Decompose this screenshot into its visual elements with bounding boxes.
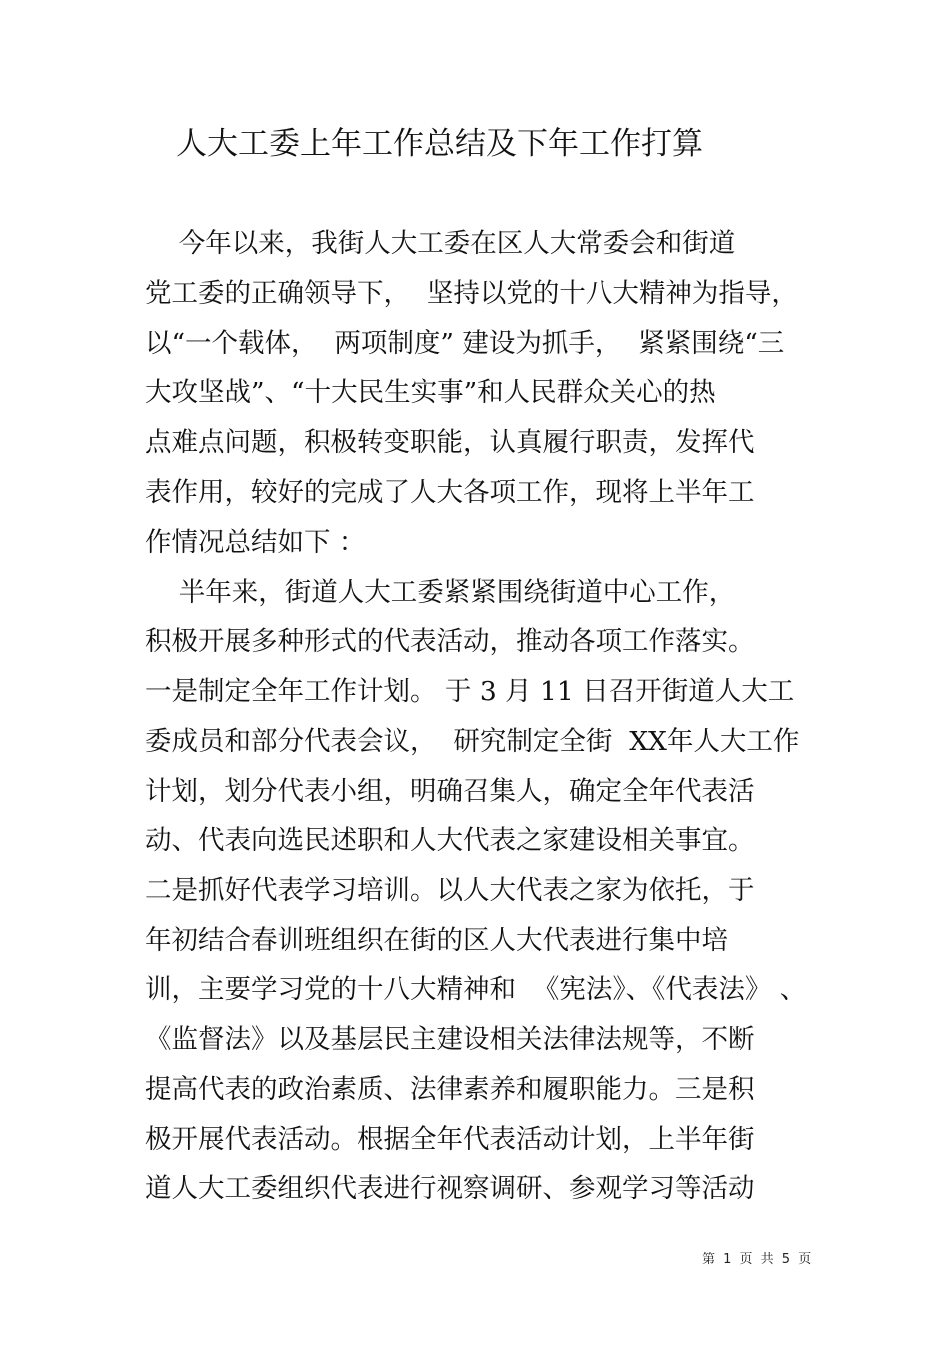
body-line: 二是抓好代表学习培训。以人大代表之家为依托，于 [145, 875, 755, 906]
body-line: 作情况总结如下 ： [145, 527, 366, 558]
body-line: 动、代表向选民述职和人大代表之家建设相关事宜。 [145, 825, 755, 856]
body-line: 表作用，较好的完成了人大各项工作，现将上半年工 [145, 477, 755, 508]
body-line: 点难点问题，积极转变职能，认真履行职责，发挥代 [145, 427, 755, 458]
body-line: 半年来，街道人大工委紧紧围绕街道中心工作， [145, 577, 736, 608]
body-line: 道人大工委组织代表进行视察调研、参观学习等活动 [145, 1173, 755, 1204]
body-line: 《监督法》以及基层民主建设相关法律法规等，不断 [145, 1024, 755, 1055]
body-line: 以“一个载体， 两项制度” 建设为抓手， 紧紧围绕“三 [145, 328, 785, 359]
body-line: 大攻坚战”、“十大民生实事”和人民群众关心的热 [145, 377, 716, 408]
page-number-footer: 第 1 页 共 5 页 [702, 1252, 814, 1267]
body-line: 提高代表的政治素质、法律素养和履职能力。三是积 [145, 1074, 755, 1105]
body-line: 极开展代表活动。根据全年代表活动计划，上半年街 [145, 1124, 755, 1155]
body-line: 年初结合春训班组织在街的区人大代表进行集中培 [145, 925, 728, 956]
document-title: 人大工委上年工作总结及下年工作打算 [176, 126, 703, 162]
body-line: 积极开展多种形式的代表活动，推动各项工作落实。 [145, 626, 755, 657]
body-line: 计划，划分代表小组，明确召集人，确定全年代表活 [145, 776, 755, 807]
body-line: 党工委的正确领导下， 坚持以党的十八大精神为指导， [145, 278, 798, 309]
body-line: 一是制定全年工作计划。 于 3 月 11 日召开街道人大工 [145, 676, 795, 707]
body-line: 训，主要学习党的十八大精神和 《宪法》、《代表法》 、 [145, 974, 807, 1005]
body-line: 委成员和部分代表会议， 研究制定全街 XX年人大工作 [145, 726, 800, 757]
body-line: 今年以来，我街人大工委在区人大常委会和街道 [145, 228, 736, 259]
